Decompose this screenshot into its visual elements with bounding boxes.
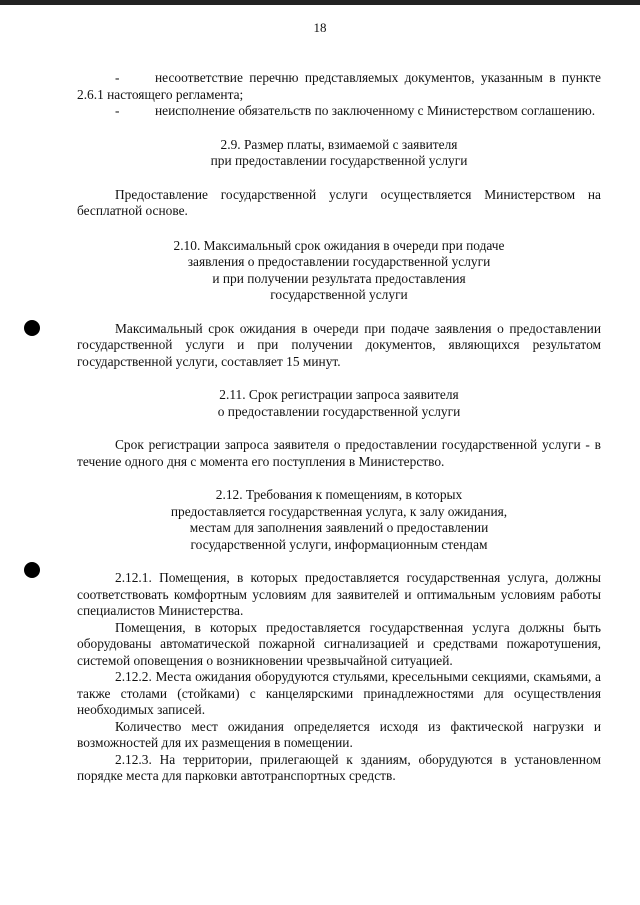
heading-line: о предоставлении государственной услуги: [217, 403, 461, 419]
binder-hole-mark: [24, 562, 40, 578]
heading-line: 2.12. Требования к помещениям, в которых: [215, 487, 463, 502]
paragraph: Предоставление государственной услуги осуществляется Министерством на бесплатной основе.: [77, 186, 601, 218]
heading-line: государственной услуги: [270, 287, 408, 302]
page-number: 18: [313, 20, 327, 35]
section-heading-2-12: [77, 487, 601, 553]
list-item: [77, 103, 601, 120]
list-item-text: неисполнение обязательств по заключенному с Министерством соглашению.: [155, 103, 596, 118]
list-dash: -: [115, 103, 120, 118]
heading-line: при предоставлении государственной услуги: [210, 153, 468, 168]
scan-top-border: [0, 0, 640, 5]
heading-line: государственной услуги, информационным стендам: [190, 536, 488, 552]
paragraph: 2.12.2. Места ожидания оборудуются стульями, кресельными секциями, скамьями, а также столами (стойками) с канцелярскими принадлежностями для осуществления необходимых записей.: [77, 669, 601, 717]
heading-line: 2.10. Максимальный срок ожидания в очереди при подаче: [173, 237, 505, 253]
heading-line: и при получении результата предоставления: [212, 270, 466, 286]
list-item: [77, 70, 601, 103]
heading-line: предоставляется государственная услуга, к залу ожидания,: [170, 503, 508, 519]
paragraph: Срок регистрации запроса заявителя о предоставлении государственной услуги - в течение одного дня с момента его поступления в Министерство.: [77, 437, 601, 469]
paragraph: 2.12.3. На территории, прилегающей к зданиям, оборудуются в установленном порядке места для парковки автотранспортных средств.: [77, 751, 601, 783]
list-dash: -: [115, 70, 120, 85]
heading-line: местам для заполнения заявлений о предоставлении: [189, 520, 489, 535]
paragraph: Максимальный срок ожидания в очереди при подаче заявления о предоставлении государственной услуги и при получении документов, являющихся результатом государственной услуги, составляет 15 минут.: [77, 320, 601, 369]
heading-line: заявления о предоставлении государственной услуги: [187, 254, 491, 269]
paragraph: Помещения, в которых предоставляется государственная услуга должны быть оборудованы автоматической пожарной сигнализацией и средствами пожаротушения, системой оповещения о возникновении чрезвычайной ситуацией.: [77, 619, 601, 668]
section-heading-2-9: [77, 137, 601, 170]
paragraph: 2.12.1. Помещения, в которых предоставляется государственная услуга, должны соответствовать комфортным условиям для заявителей и оптимальным условиям работы специалистов Министерства.: [77, 570, 601, 618]
binder-hole-mark: [24, 320, 40, 336]
heading-line: 2.11. Срок регистрации запроса заявителя: [219, 387, 459, 402]
document-body: [77, 70, 601, 785]
section-heading-2-10: [77, 238, 601, 304]
heading-line: 2.9. Размер платы, взимаемой с заявителя: [220, 136, 458, 152]
section-heading-2-11: [77, 387, 601, 420]
list-item-text: несоответствие перечню представляемых документов, указанным в пункте 2.6.1 настоящего регламента;: [77, 70, 601, 102]
paragraph: Количество мест ожидания определяется исходя из фактической нагрузки и возможностей для их размещения в помещении.: [77, 718, 601, 750]
